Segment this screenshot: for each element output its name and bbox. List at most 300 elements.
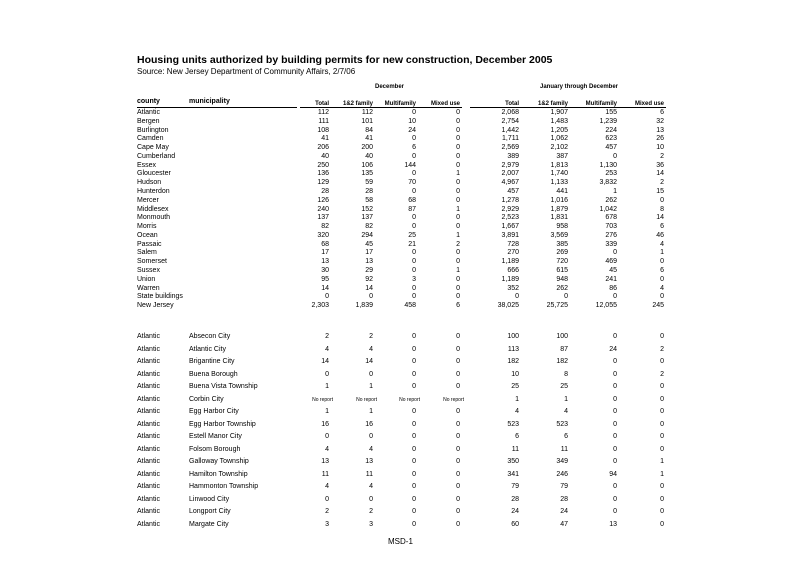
table-cell: 28	[511, 495, 519, 503]
table-cell: 68	[408, 196, 416, 204]
table-cell: 341	[507, 470, 519, 478]
table-cell: 101	[361, 117, 373, 125]
table-cell: 12,055	[595, 302, 617, 310]
page-title: Housing units authorized by building permits for new construction, December 2005	[137, 54, 553, 66]
table-cell: 11	[560, 445, 568, 453]
table-cell: 0	[613, 249, 617, 257]
table-cell: 1,483	[550, 117, 568, 125]
table-cell: 45	[609, 267, 617, 275]
table-cell: 1,016	[550, 196, 568, 204]
table-cell: 469	[605, 258, 617, 266]
table-cell: 720	[556, 258, 568, 266]
table-cell: 1,813	[550, 161, 568, 169]
table-cell: 1,711	[502, 135, 519, 143]
table-cell: 0	[660, 483, 664, 490]
table-cell: 0	[456, 179, 460, 187]
table-cell: 0	[412, 420, 416, 428]
table-cell: 0	[456, 333, 460, 340]
table-cell: 2	[660, 345, 664, 353]
table-cell: 113	[507, 345, 519, 353]
county-name: Cumberland	[137, 152, 176, 160]
column-header-county: county	[137, 98, 160, 105]
table-cell: 0	[412, 170, 416, 178]
table-cell: 0	[660, 508, 664, 515]
table-cell: 0	[613, 483, 617, 490]
county-name: Atlantic	[137, 370, 160, 378]
table-cell: 294	[361, 231, 373, 239]
table-cell: 1,062	[550, 135, 568, 143]
table-cell: 129	[317, 179, 329, 187]
table-cell: 94	[609, 470, 617, 478]
table-cell: 1	[456, 205, 460, 213]
table-cell: 0	[613, 508, 617, 515]
table-cell: 6	[515, 433, 519, 440]
table-cell: 25	[511, 383, 519, 390]
table-cell: 10	[656, 144, 664, 152]
table-cell: 0	[613, 358, 617, 365]
table-cell: 0	[613, 333, 617, 340]
table-cell: 457	[605, 144, 617, 152]
county-name: Atlantic	[137, 495, 160, 503]
table-cell: 100	[507, 333, 519, 340]
table-cell: 623	[605, 135, 617, 143]
table-cell: 1	[325, 383, 329, 390]
table-cell: 4	[325, 445, 329, 453]
table-cell: 0	[325, 495, 329, 503]
county-name: Atlantic	[137, 508, 160, 515]
column-header: Total	[505, 101, 519, 107]
table-cell: 13	[656, 126, 664, 134]
table-cell: 0	[325, 433, 329, 440]
table-cell: 0	[412, 188, 416, 196]
group-header-ytd: January through December	[540, 84, 619, 90]
table-cell: 0	[412, 258, 416, 266]
table-cell: 0	[456, 420, 460, 428]
table-cell: 0	[613, 152, 617, 160]
table-cell: 0	[613, 420, 617, 428]
table-cell: 0	[660, 293, 664, 301]
table-cell: 1,042	[599, 205, 617, 213]
county-name: Sussex	[137, 267, 160, 275]
table-cell: 458	[404, 302, 416, 310]
table-cell: 0	[369, 370, 373, 378]
table-cell: 1	[456, 267, 460, 275]
table-cell: 6	[456, 302, 460, 310]
table-cell: 523	[556, 420, 568, 428]
table-cell: 2,523	[501, 214, 519, 222]
table-cell: 0	[456, 117, 460, 125]
county-name: Cape May	[137, 144, 169, 152]
table-cell: 28	[365, 188, 373, 196]
table-cell: 24	[511, 508, 519, 515]
table-cell: 13	[365, 458, 373, 465]
table-cell: 2	[325, 508, 329, 515]
table-cell: 111	[318, 117, 329, 125]
table-cell: 38,025	[497, 302, 519, 310]
table-cell: 1	[515, 395, 519, 403]
county-name: Atlantic	[137, 433, 160, 440]
table-cell: 46	[656, 231, 664, 239]
table-cell: 0	[613, 395, 617, 403]
table-cell: 1	[660, 458, 664, 465]
table-cell: 68	[321, 240, 329, 248]
table-cell: 2	[369, 508, 373, 515]
table-cell: 0	[412, 214, 416, 222]
table-cell: 200	[361, 144, 373, 152]
table-cell: 666	[507, 267, 519, 275]
table-cell: 14	[656, 170, 664, 178]
table-cell: 0	[660, 408, 664, 415]
table-cell: 21	[408, 240, 416, 248]
table-cell: 24	[408, 126, 416, 134]
table-cell: 0	[613, 383, 617, 390]
county-name: Atlantic	[137, 483, 160, 490]
table-cell: 269	[556, 249, 568, 257]
table-cell: 152	[361, 205, 373, 213]
table-cell: 32	[656, 117, 664, 125]
table-cell: 0	[660, 420, 664, 428]
table-cell: 4	[369, 345, 373, 353]
table-cell: 0	[613, 458, 617, 465]
municipality-name: Hammonton Township	[189, 483, 259, 490]
table-cell: 25,725	[546, 302, 568, 310]
table-cell: 29	[365, 267, 373, 275]
county-name: Monmouth	[137, 214, 171, 222]
table-cell: 0	[369, 293, 373, 301]
table-cell: 224	[605, 126, 617, 134]
table-cell: 0	[613, 408, 617, 415]
table-cell: 2,569	[501, 144, 519, 152]
table-cell: 0	[369, 495, 373, 503]
table-cell: 0	[456, 188, 460, 196]
column-header: 1&2 family	[342, 101, 373, 107]
table-cell: 0	[613, 293, 617, 301]
table-cell: 0	[660, 383, 664, 390]
table-cell: 59	[365, 179, 373, 187]
table-cell: 10	[408, 117, 416, 125]
table-cell: 0	[515, 293, 519, 301]
table-cell: 4	[515, 408, 519, 415]
table-cell: 14	[656, 214, 664, 222]
table-cell: 4	[369, 445, 373, 453]
table-cell: 82	[365, 223, 373, 231]
municipality-name: Buena Borough	[189, 370, 238, 378]
table-cell: 1,907	[550, 109, 568, 116]
table-cell: 615	[556, 267, 568, 275]
table-cell: 0	[456, 495, 460, 503]
table-cell: 0	[456, 293, 460, 301]
table-cell: 0	[456, 275, 460, 283]
table-cell: 0	[456, 223, 460, 231]
table-cell: 45	[365, 240, 373, 248]
table-cell: 0	[456, 445, 460, 453]
table-cell: 0	[456, 408, 460, 415]
table-cell: 0	[456, 144, 460, 152]
table-cell: 2	[660, 152, 664, 160]
table-cell: 0	[412, 109, 416, 116]
table-cell: 82	[321, 223, 329, 231]
table-cell: 1,189	[501, 258, 519, 266]
table-cell: 0	[456, 196, 460, 204]
table-cell: 16	[365, 420, 373, 428]
table-cell: 0	[412, 135, 416, 143]
county-name: Salem	[137, 249, 157, 257]
table-cell: 0	[456, 345, 460, 353]
table-cell: 2,979	[501, 161, 519, 169]
table-cell: 1,133	[550, 179, 568, 187]
table-cell: 60	[511, 520, 519, 528]
county-name: Hudson	[137, 179, 162, 187]
table-cell: 1,205	[550, 126, 568, 134]
table-cell: 0	[412, 267, 416, 275]
table-cell: 16	[321, 420, 329, 428]
municipality-name: Linwood City	[189, 495, 230, 503]
table-cell: 2	[660, 179, 664, 187]
table-cell: 100	[556, 333, 568, 340]
table-cell: 126	[317, 196, 329, 204]
table-cell: 2	[660, 370, 664, 378]
county-name: Atlantic	[137, 520, 160, 528]
group-header-december: December	[375, 84, 405, 90]
table-cell: 2	[325, 333, 329, 340]
table-cell: 26	[656, 135, 664, 143]
table-cell: 2,102	[550, 144, 568, 152]
municipality-name: Longport City	[189, 508, 231, 515]
table-cell: 4	[660, 240, 664, 248]
county-name: State buildings	[137, 293, 183, 301]
table-cell: No report	[399, 396, 420, 403]
table-cell: 253	[605, 170, 617, 178]
municipality-name: Corbin City	[189, 395, 224, 403]
table-cell: 1,839	[355, 302, 373, 310]
county-name: Morris	[137, 223, 157, 231]
table-cell: 6	[660, 109, 664, 116]
table-cell: 0	[456, 358, 460, 365]
table-cell: 0	[412, 223, 416, 231]
table-cell: 0	[412, 508, 416, 515]
table-cell: 182	[507, 358, 519, 365]
table-cell: 1,740	[550, 170, 568, 178]
table-cell: 155	[605, 109, 617, 116]
table-cell: 1	[456, 170, 460, 178]
table-cell: 339	[605, 240, 617, 248]
county-name: Atlantic	[137, 383, 160, 390]
table-cell: 2	[369, 333, 373, 340]
table-cell: 0	[412, 520, 416, 528]
table-cell: 0	[456, 249, 460, 257]
table-cell: 0	[456, 126, 460, 134]
table-cell: 270	[507, 249, 519, 257]
table-cell: 0	[412, 483, 416, 490]
column-header: Mixed use	[634, 101, 664, 107]
table-cell: 47	[560, 520, 568, 528]
table-cell: 350	[507, 458, 519, 465]
table-cell: 106	[361, 161, 373, 169]
table-cell: 135	[361, 170, 373, 178]
table-cell: 0	[412, 458, 416, 465]
county-name: Bergen	[137, 117, 160, 125]
table-cell: 3	[369, 520, 373, 528]
table-cell: 958	[556, 223, 568, 231]
table-cell: 15	[656, 188, 664, 196]
table-cell: 523	[507, 420, 519, 428]
municipality-name: Hamilton Township	[189, 470, 248, 478]
table-cell: 1	[613, 188, 617, 196]
table-cell: 8	[660, 205, 664, 213]
table-cell: 24	[560, 508, 568, 515]
county-name: Ocean	[137, 231, 158, 239]
table-cell: 389	[507, 152, 519, 160]
table-cell: 30	[321, 267, 329, 275]
table-cell: 14	[365, 284, 373, 292]
table-cell: 948	[556, 275, 568, 283]
table-cell: 0	[613, 495, 617, 503]
table-cell: 703	[605, 223, 617, 231]
table-cell: 144	[404, 161, 416, 169]
table-cell: 0	[660, 520, 664, 528]
county-name: Burlington	[137, 126, 169, 134]
table-cell: 0	[412, 345, 416, 353]
table-cell: 0	[564, 293, 568, 301]
table-cell: 14	[321, 358, 329, 365]
page-footer: MSD-1	[388, 537, 413, 546]
table-cell: 58	[365, 196, 373, 204]
table-cell: 0	[412, 495, 416, 503]
municipality-name: Absecon City	[189, 333, 231, 340]
table-cell: 0	[456, 214, 460, 222]
table-cell: 1,442	[501, 126, 519, 134]
county-name: Atlantic	[137, 345, 160, 353]
table-cell: 0	[456, 520, 460, 528]
column-header: Multifamily	[585, 101, 617, 107]
table-cell: 79	[560, 483, 568, 490]
column-header: Multifamily	[384, 101, 416, 107]
table-cell: 95	[321, 275, 329, 283]
table-cell: 0	[412, 152, 416, 160]
table-cell: 11	[321, 470, 329, 478]
table-cell: No report	[443, 396, 464, 403]
table-cell: 0	[660, 196, 664, 204]
table-cell: 0	[660, 395, 664, 403]
table-cell: 1,278	[501, 196, 519, 204]
table-cell: 3,891	[501, 231, 519, 239]
county-name: Atlantic	[137, 445, 160, 453]
table-cell: 0	[660, 433, 664, 440]
table-cell: 1,831	[550, 214, 568, 222]
table-cell: 0	[456, 458, 460, 465]
table-cell: No report	[356, 396, 377, 403]
table-cell: 0	[412, 249, 416, 257]
table-cell: 40	[365, 152, 373, 160]
table-cell: 0	[456, 470, 460, 478]
table-cell: 13	[321, 458, 329, 465]
table-cell: 92	[365, 275, 373, 283]
table-cell: 0	[613, 445, 617, 453]
table-cell: 0	[456, 433, 460, 440]
table-cell: 246	[556, 470, 568, 478]
column-header-municipality: municipality	[189, 98, 230, 105]
table-cell: 441	[556, 188, 568, 196]
table-cell: 0	[613, 370, 617, 378]
municipality-name: Buena Vista Township	[189, 383, 258, 390]
table-cell: 2,303	[311, 302, 329, 310]
table-cell: 13	[365, 258, 373, 266]
municipality-name: Estell Manor City	[189, 433, 242, 440]
table-cell: 0	[660, 275, 664, 283]
table-cell: 0	[613, 433, 617, 440]
table-cell: 0	[412, 445, 416, 453]
county-name: Atlantic	[137, 333, 160, 340]
table-cell: 240	[317, 205, 329, 213]
table-cell: 678	[605, 214, 617, 222]
county-name: Atlantic	[137, 358, 160, 365]
table-cell: 352	[507, 284, 519, 292]
municipality-name: Margate City	[189, 520, 229, 528]
table-cell: 17	[321, 249, 329, 257]
table-cell: 2,929	[501, 205, 519, 213]
table-cell: 728	[507, 240, 519, 248]
county-name: Atlantic	[137, 470, 160, 478]
table-cell: 1,130	[599, 161, 617, 169]
municipality-name: Folsom Borough	[189, 445, 241, 453]
table-cell: 13	[321, 258, 329, 266]
table-cell: 262	[605, 196, 617, 204]
county-name: Middlesex	[137, 205, 169, 213]
table-cell: 245	[652, 302, 664, 310]
municipality-name: Atlantic City	[189, 345, 226, 353]
table-cell: 1	[660, 470, 664, 478]
table-cell: 4	[564, 408, 568, 415]
table-cell: 0	[412, 408, 416, 415]
table-cell: 86	[609, 284, 617, 292]
table-cell: 24	[609, 345, 617, 353]
table-cell: 0	[325, 293, 329, 301]
municipality-name: Egg Harbor Township	[189, 420, 256, 428]
table-cell: 3,569	[550, 231, 568, 239]
table-cell: 137	[317, 214, 329, 222]
municipality-name: Egg Harbor City	[189, 408, 239, 415]
county-name: Passaic	[137, 240, 162, 248]
table-cell: 6	[660, 223, 664, 231]
table-cell: 387	[556, 152, 568, 160]
table-cell: 457	[507, 188, 519, 196]
table-cell: 136	[317, 170, 329, 178]
table-cell: 0	[660, 495, 664, 503]
table-cell: 8	[564, 370, 568, 378]
table-cell: 36	[656, 161, 664, 169]
column-header: 1&2 family	[537, 101, 568, 107]
column-header: Total	[315, 101, 329, 107]
table-cell: 1	[369, 408, 373, 415]
table-cell: 6	[660, 267, 664, 275]
table-cell: 0	[456, 135, 460, 143]
table-cell: 349	[556, 458, 568, 465]
table-cell: 87	[560, 345, 568, 353]
table-cell: 6	[412, 144, 416, 152]
table-cell: 4	[369, 483, 373, 490]
table-cell: 17	[365, 249, 373, 257]
source-note: Source: New Jersey Department of Community Affairs, 2/7/06	[137, 67, 356, 76]
table-cell: 1,189	[501, 275, 519, 283]
table-cell: 112	[361, 109, 373, 116]
table-cell: 84	[365, 126, 373, 134]
table-cell: 1	[660, 249, 664, 257]
table-cell: 0	[456, 152, 460, 160]
table-cell: 137	[361, 214, 373, 222]
county-name: Atlantic	[137, 109, 160, 116]
municipality-name: Galloway Township	[189, 458, 249, 465]
table-cell: 206	[317, 144, 329, 152]
